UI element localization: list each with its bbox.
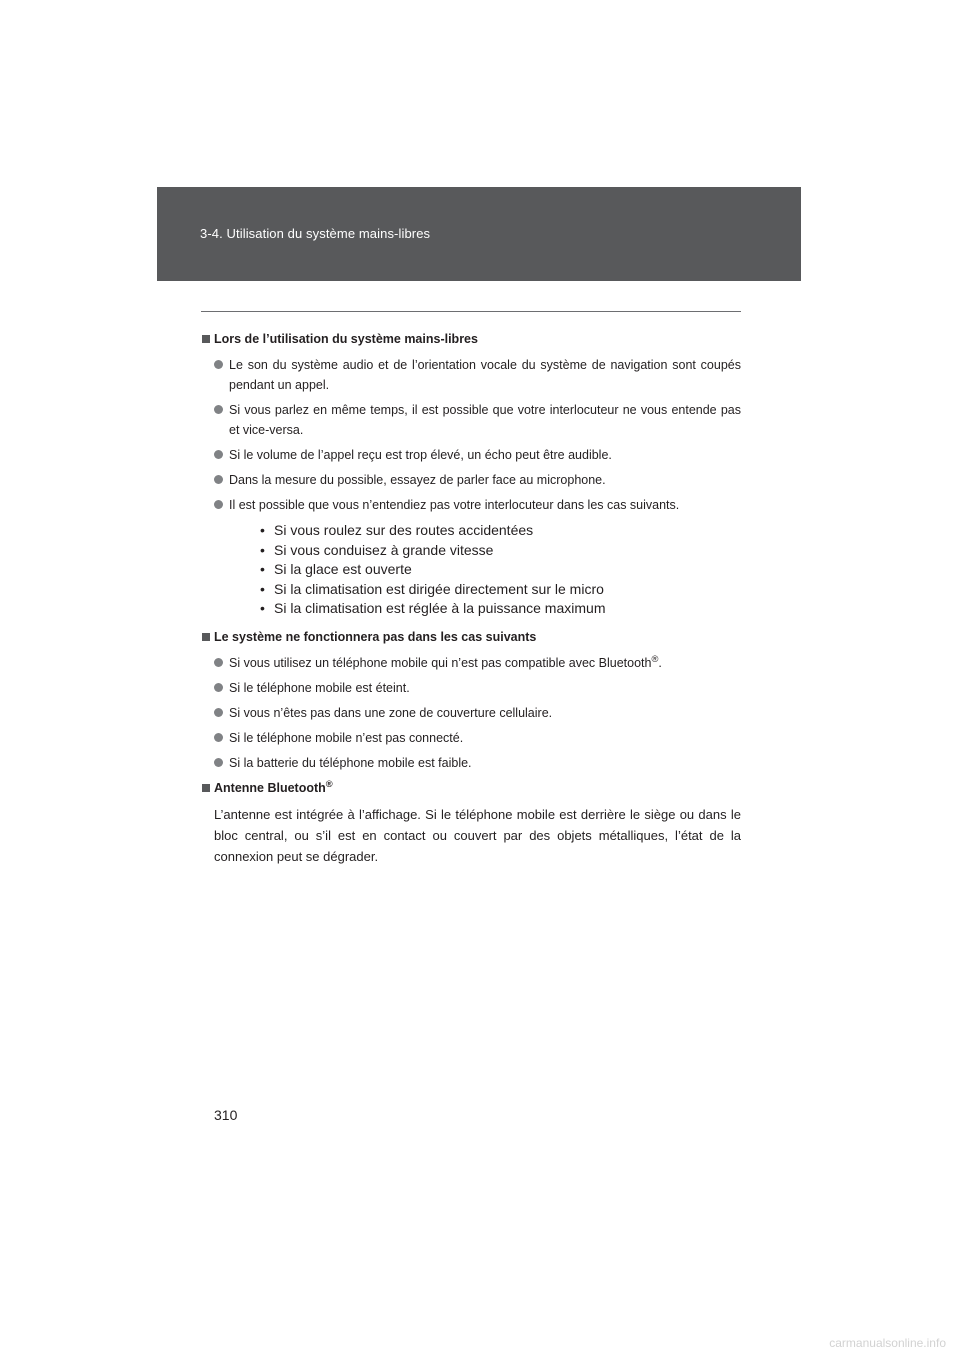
sub-list (260, 521, 741, 619)
round-bullet-icon (214, 475, 223, 484)
list-item: Si vous utilisez un téléphone mobile qui n’est pas compatible avec Bluetooth®. (218, 653, 741, 673)
sub-list-item: • Si la climatisation est réglée à la puissance maximum (260, 600, 606, 616)
page-number: 310 (214, 1107, 238, 1123)
round-bullet-icon (214, 500, 223, 509)
sub-list-item: • Si la climatisation est dirigée directement sur le micro (260, 580, 604, 597)
round-bullet-icon (214, 360, 223, 369)
sub-list-item: • Si vous roulez sur des routes accidentées (260, 522, 534, 538)
section-title: 3-4. Utilisation du système mains-libres (200, 226, 431, 241)
round-bullet-icon (214, 683, 223, 692)
round-bullet-icon (214, 405, 223, 414)
list-item: Si le volume de l’appel reçu est trop élevé, un écho peut être audible. (218, 445, 741, 465)
antenna-paragraph: L’antenne est intégrée à l’affichage. Si le téléphone mobile est derrière le siège ou dans le bloc central, ou s’il est en contact ou couvert par des objets métalliques, l’état de la connexion peut se dégrader. (214, 806, 741, 864)
round-bullet-icon (214, 658, 223, 667)
square-bullet-icon (202, 633, 210, 641)
square-bullet-icon (202, 335, 210, 343)
square-bullet-icon (202, 784, 210, 792)
list-item: Si la batterie du téléphone mobile est faible. (218, 753, 741, 773)
list-item: Il est possible que vous n’entendiez pas votre interlocuteur dans les cas suivants. (218, 495, 741, 515)
section-heading-antenna: Antenne Bluetooth® (202, 778, 729, 798)
sub-list-item: • Si vous conduisez à grande vitesse (260, 541, 494, 558)
round-bullet-icon (214, 708, 223, 717)
list-item: Si le téléphone mobile n’est pas connecté. (218, 728, 741, 748)
section-heading-usage: Lors de l’utilisation du système mains-libres (202, 329, 729, 349)
list-item: Dans la mesure du possible, essayez de parler face au microphone. (218, 470, 741, 490)
sub-list-item: • Si la glace est ouverte (260, 561, 412, 577)
round-bullet-icon (214, 450, 223, 459)
watermark: carmanualsonline.info (829, 1336, 946, 1350)
header-divider (201, 311, 741, 312)
section-header-band (157, 187, 801, 281)
list-item: Si vous n’êtes pas dans une zone de couverture cellulaire. (218, 703, 741, 723)
list-item: Le son du système audio et de l’orientation vocale du système de navigation sont coupés pendant un appel. (218, 355, 741, 395)
round-bullet-icon (214, 733, 223, 742)
round-bullet-icon (214, 758, 223, 767)
page-content (214, 329, 741, 867)
list-item: Si le téléphone mobile est éteint. (218, 678, 741, 698)
list-item: Si vous parlez en même temps, il est possible que votre interlocuteur ne vous entende pas et vice-versa. (218, 400, 741, 440)
section-heading-not-working: Le système ne fonctionnera pas dans les cas suivants (202, 627, 729, 647)
